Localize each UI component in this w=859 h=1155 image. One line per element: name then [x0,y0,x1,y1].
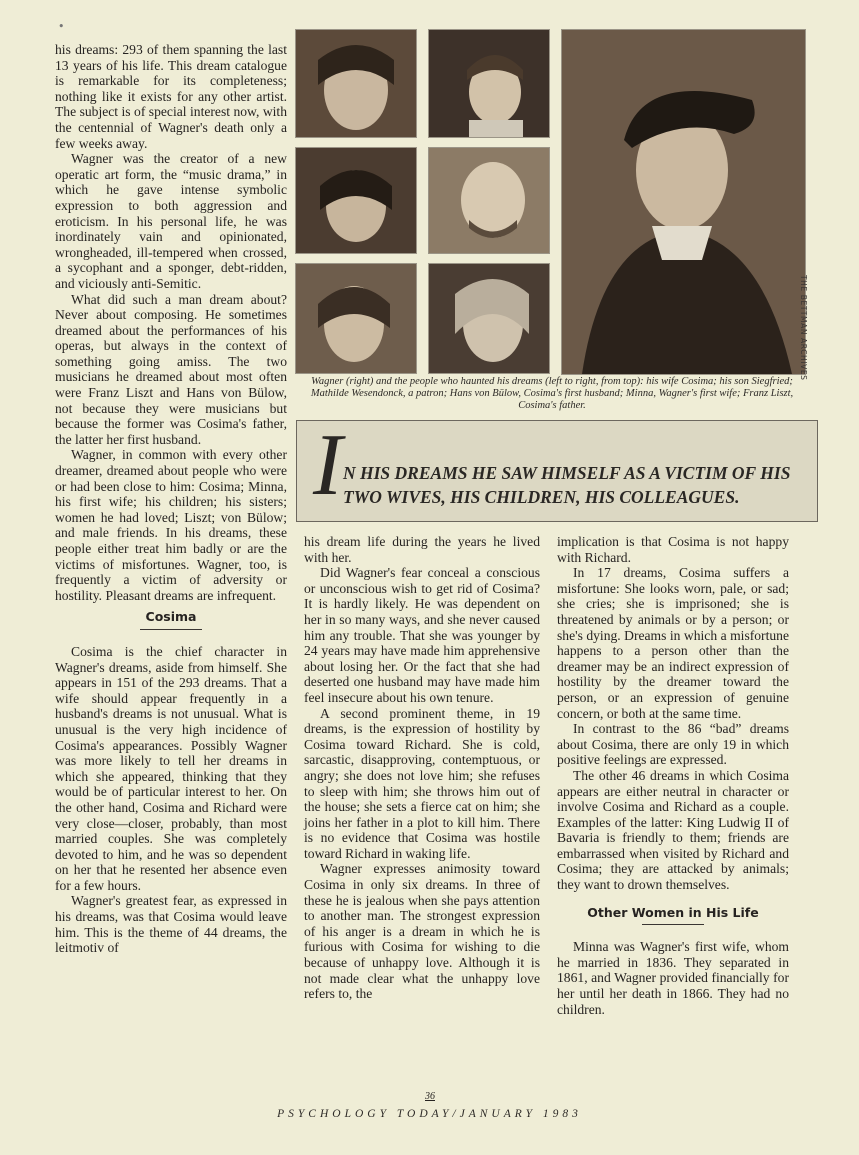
paragraph: The other 46 dreams in which Cosima appears are either neutral in character or involve Cosima and Richard as a couple. Examples of the latter: King Ludwig II of Bavaria is friendly to them; friends are embarrassed when visited by Richard and Cosima; they are attacked by animals; they want to drown themselves. [557,767,789,893]
paragraph: Wagner was the creator of a new operatic art form, the “music drama,” in which he gave intense symbolic expression to both aggression and eroticism. In his personal life, he was inordinately vain and opinionated, wrongheaded, ill-tempered when crossed, a sycophant and a sponger, debt-ridden, and viciously anti-Semitic. [55,151,287,291]
section-heading-cosima: Cosima [145,609,197,625]
photo-von-bulow [428,147,550,254]
photo-liszt [428,263,550,374]
section-heading-other-women: Other Women in His Life [587,904,759,920]
running-footer: PSYCHOLOGY TODAY/JANUARY 1983 [277,1108,582,1120]
paragraph: Minna was Wagner's first wife, whom he married in 1836. They separated in 1861, and Wagner provided financially for her until her death in 1866. They had no children. [557,939,789,1017]
photo-wagner [561,29,806,375]
pull-quote-initial: I [313,417,343,514]
photo-caption: Wagner (right) and the people who haunted his dreams (left to right, from top): his wife Cosima; his son Siegfried; Mathilde Wesendonck, a patron; Hans von Bülow, Cosima's first husband; Minna, Wagner's first wife; Franz Liszt, Cosima's father. [310,376,794,412]
paragraph: In contrast to the 86 “bad” dreams about Cosima, there are only 19 in which positive feelings are expressed. [557,721,789,768]
paragraph: Cosima is the chief character in Wagner's dreams, aside from himself. She appears in 151 of the 293 dreams. That a wife should appear frequently in a husband's dreams is not unusual. What is unusual is the very high incidence of Cosima's appearances. Possibly Wagner was more likely to tell her dreams in which she appeared, thinking that they would be of particular interest to her. On the other hand, Cosima and Richard were very close—closer, probably, than most married couples. She was completely devoted to him, and he was so dependent on her that he resented her absence even for a few hours. [55,643,287,893]
page-number: 36 [425,1091,435,1102]
paragraph: A second prominent theme, in 19 dreams, is the expression of hostility by Cosima toward Richard. She is cold, sarcastic, disapproving, contemptuous, or angry; she does not love him; she refuses to sleep with him; she throws him out of the house; she sets a fierce cat on him; she joins her father in a plot to kill him. There is no evidence that Cosima was hostile toward Richard in waking life. [304,705,540,861]
photo-mathilde [295,147,417,254]
portrait-man-beret-icon [562,30,805,374]
photo-cosima [295,29,417,138]
portrait-man-icon [429,148,549,253]
paragraph: Wagner expresses animosity toward Cosima in only six dreams. In three of these he is jealous when she pays attention to another man. The strongest expression of his anger is a dream in which he is furious with Cosima for wishing to die because of unhappy love. Although it is not made clear what the unhappy love refers to, the [304,861,540,1002]
stray-mark: • [58,20,65,33]
paragraph: Wagner, in common with every other dreamer, dreamed about people who were or had been close to him: Cosima; Minna, his first wife; his children; his sisters; women he had loved; Liszt; von Bülow; and male friends. In his dreams, these people either treat him badly or are the victims of misfortunes. Wagner, too, is frequently a victim of adversity or hostility. Pleasant dreams are infrequent. [55,447,287,603]
heading-rule [140,629,202,630]
paragraph: Did Wagner's fear conceal a conscious or unconscious wish to get rid of Cosima? It is hardly likely. He was dependent on her in so many ways, and she never caused him any trouble. That she was younger by 24 years may have made him apprehensive about losing her. Or the fact that she had deserted one husband may have made him feel insecure about his own tenure. [304,565,540,705]
portrait-child-icon [429,30,549,137]
portrait-woman-icon [296,30,416,137]
paragraph: implication is that Cosima is not happy with Richard. [557,534,789,565]
pull-quote-text: N HIS DREAMS HE SAW HIMSELF AS A VICTIM OF HIS TWO WIVES, HIS CHILDREN, HIS COLLEAGUES. [343,463,791,507]
column-3 [557,534,789,1017]
portrait-woman-icon [296,264,416,373]
portrait-old-man-icon [429,264,549,373]
photo-minna [295,263,417,374]
photo-credit: THE BETTMAN ARCHIVES [799,275,808,381]
photo-siegfried [428,29,550,138]
pull-quote-box [296,417,818,522]
portrait-woman-icon [296,148,416,253]
heading-rule [642,924,704,925]
paragraph: his dreams: 293 of them spanning the last 13 years of his life. This dream catalogue is remarkable for its completeness; nothing like it exists for any other artist. The subject is of special interest now, with the centennial of Wagner's death only a few weeks away. [55,42,287,151]
paragraph: In 17 dreams, Cosima suffers a misfortune: She looks worn, pale, or sad; she cries; she is imprisoned; she is threatened by animals or by a person; or she's dying. Dreams in which a misfortune happens to a person other than the dreamer may be an indirect expression of hostility by the dreamer toward the person, or an expression of genuine concern, or both at the same time. [557,565,789,721]
paragraph: his dream life during the years he lived with her. [304,534,540,565]
paragraph: What did such a man dream about? Never about composing. He sometimes dreamed about the performances of his operas, but always in the context of something going amiss. The two musicians he dreamed about most often were Franz Liszt and Hans von Bülow, not because they were musicians but because the former was Cosima's father, the latter her first husband. [55,291,287,447]
paragraph: Wagner's greatest fear, as expressed in his dreams, was that Cosima would leave him. This is the theme of 44 dreams, the leitmotiv of [55,893,287,956]
column-1 [55,42,287,956]
column-2 [304,534,540,1002]
